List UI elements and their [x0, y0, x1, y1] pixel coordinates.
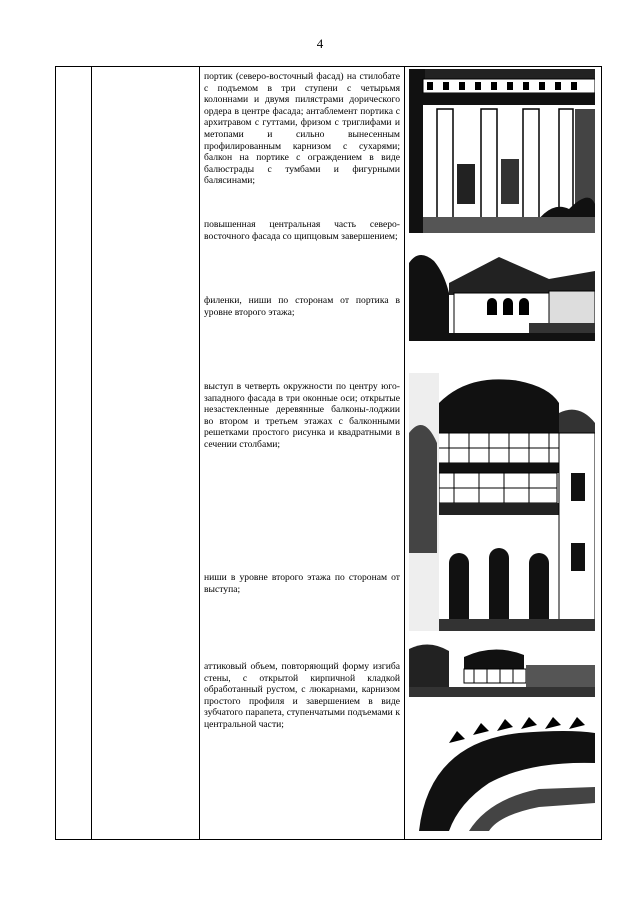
column-divider-1: [91, 67, 92, 839]
column-divider-2: [199, 67, 200, 839]
feature-panels-niches-text: филенки, ниши по сторонам от портика в уровне второго этажа;: [204, 295, 400, 318]
monument-features-table: [55, 66, 602, 840]
portico-photo: [409, 69, 595, 233]
attic-photo-bottom: [409, 703, 595, 831]
feature-raised-center-text: повышенная центральная часть северо-восточного фасада со щипцовым завершением;: [204, 219, 400, 242]
attic-photo-top: [409, 639, 595, 697]
column-divider-3: [404, 67, 405, 839]
page-number: 4: [316, 36, 324, 51]
gable-photo: [409, 243, 595, 341]
feature-attic-text: аттиковый объем, повторяющий форму изгиба стены, с открытой кирпичной кладкой обработанный рустом, с люкарнами, карнизом простого профиля и завершением в виде зубчатого парапета, ступенчатыми подъемами к центральной части;: [204, 661, 400, 730]
rotunda-photo: [409, 373, 595, 631]
feature-portico-text: портик (северо-восточный фасад) на стилобате с подъемом в три ступени с четырьмя колоннами и двумя пилястрами дорического ордера в центре фасада; антаблемент портика с архитравом с гуттами, фризом с триглифами и метопами и сильно вынесенным профилированным карнизом с сухарями; балкон на портике с ограждением в виде балюстрады с тумбами и фигурными балясинами;: [204, 71, 400, 187]
feature-quarter-circle-text: выступ в четверть окружности по центру юго-западного фасада в три оконные оси; открытые незастекленные деревянные балконы-лоджии во втором и третьем этажах с балконными решетками простого рисунка и квадратными в сечении столбами;: [204, 381, 400, 450]
feature-side-niches-text: ниши в уровне второго этажа по сторонам от выступа;: [204, 572, 400, 595]
